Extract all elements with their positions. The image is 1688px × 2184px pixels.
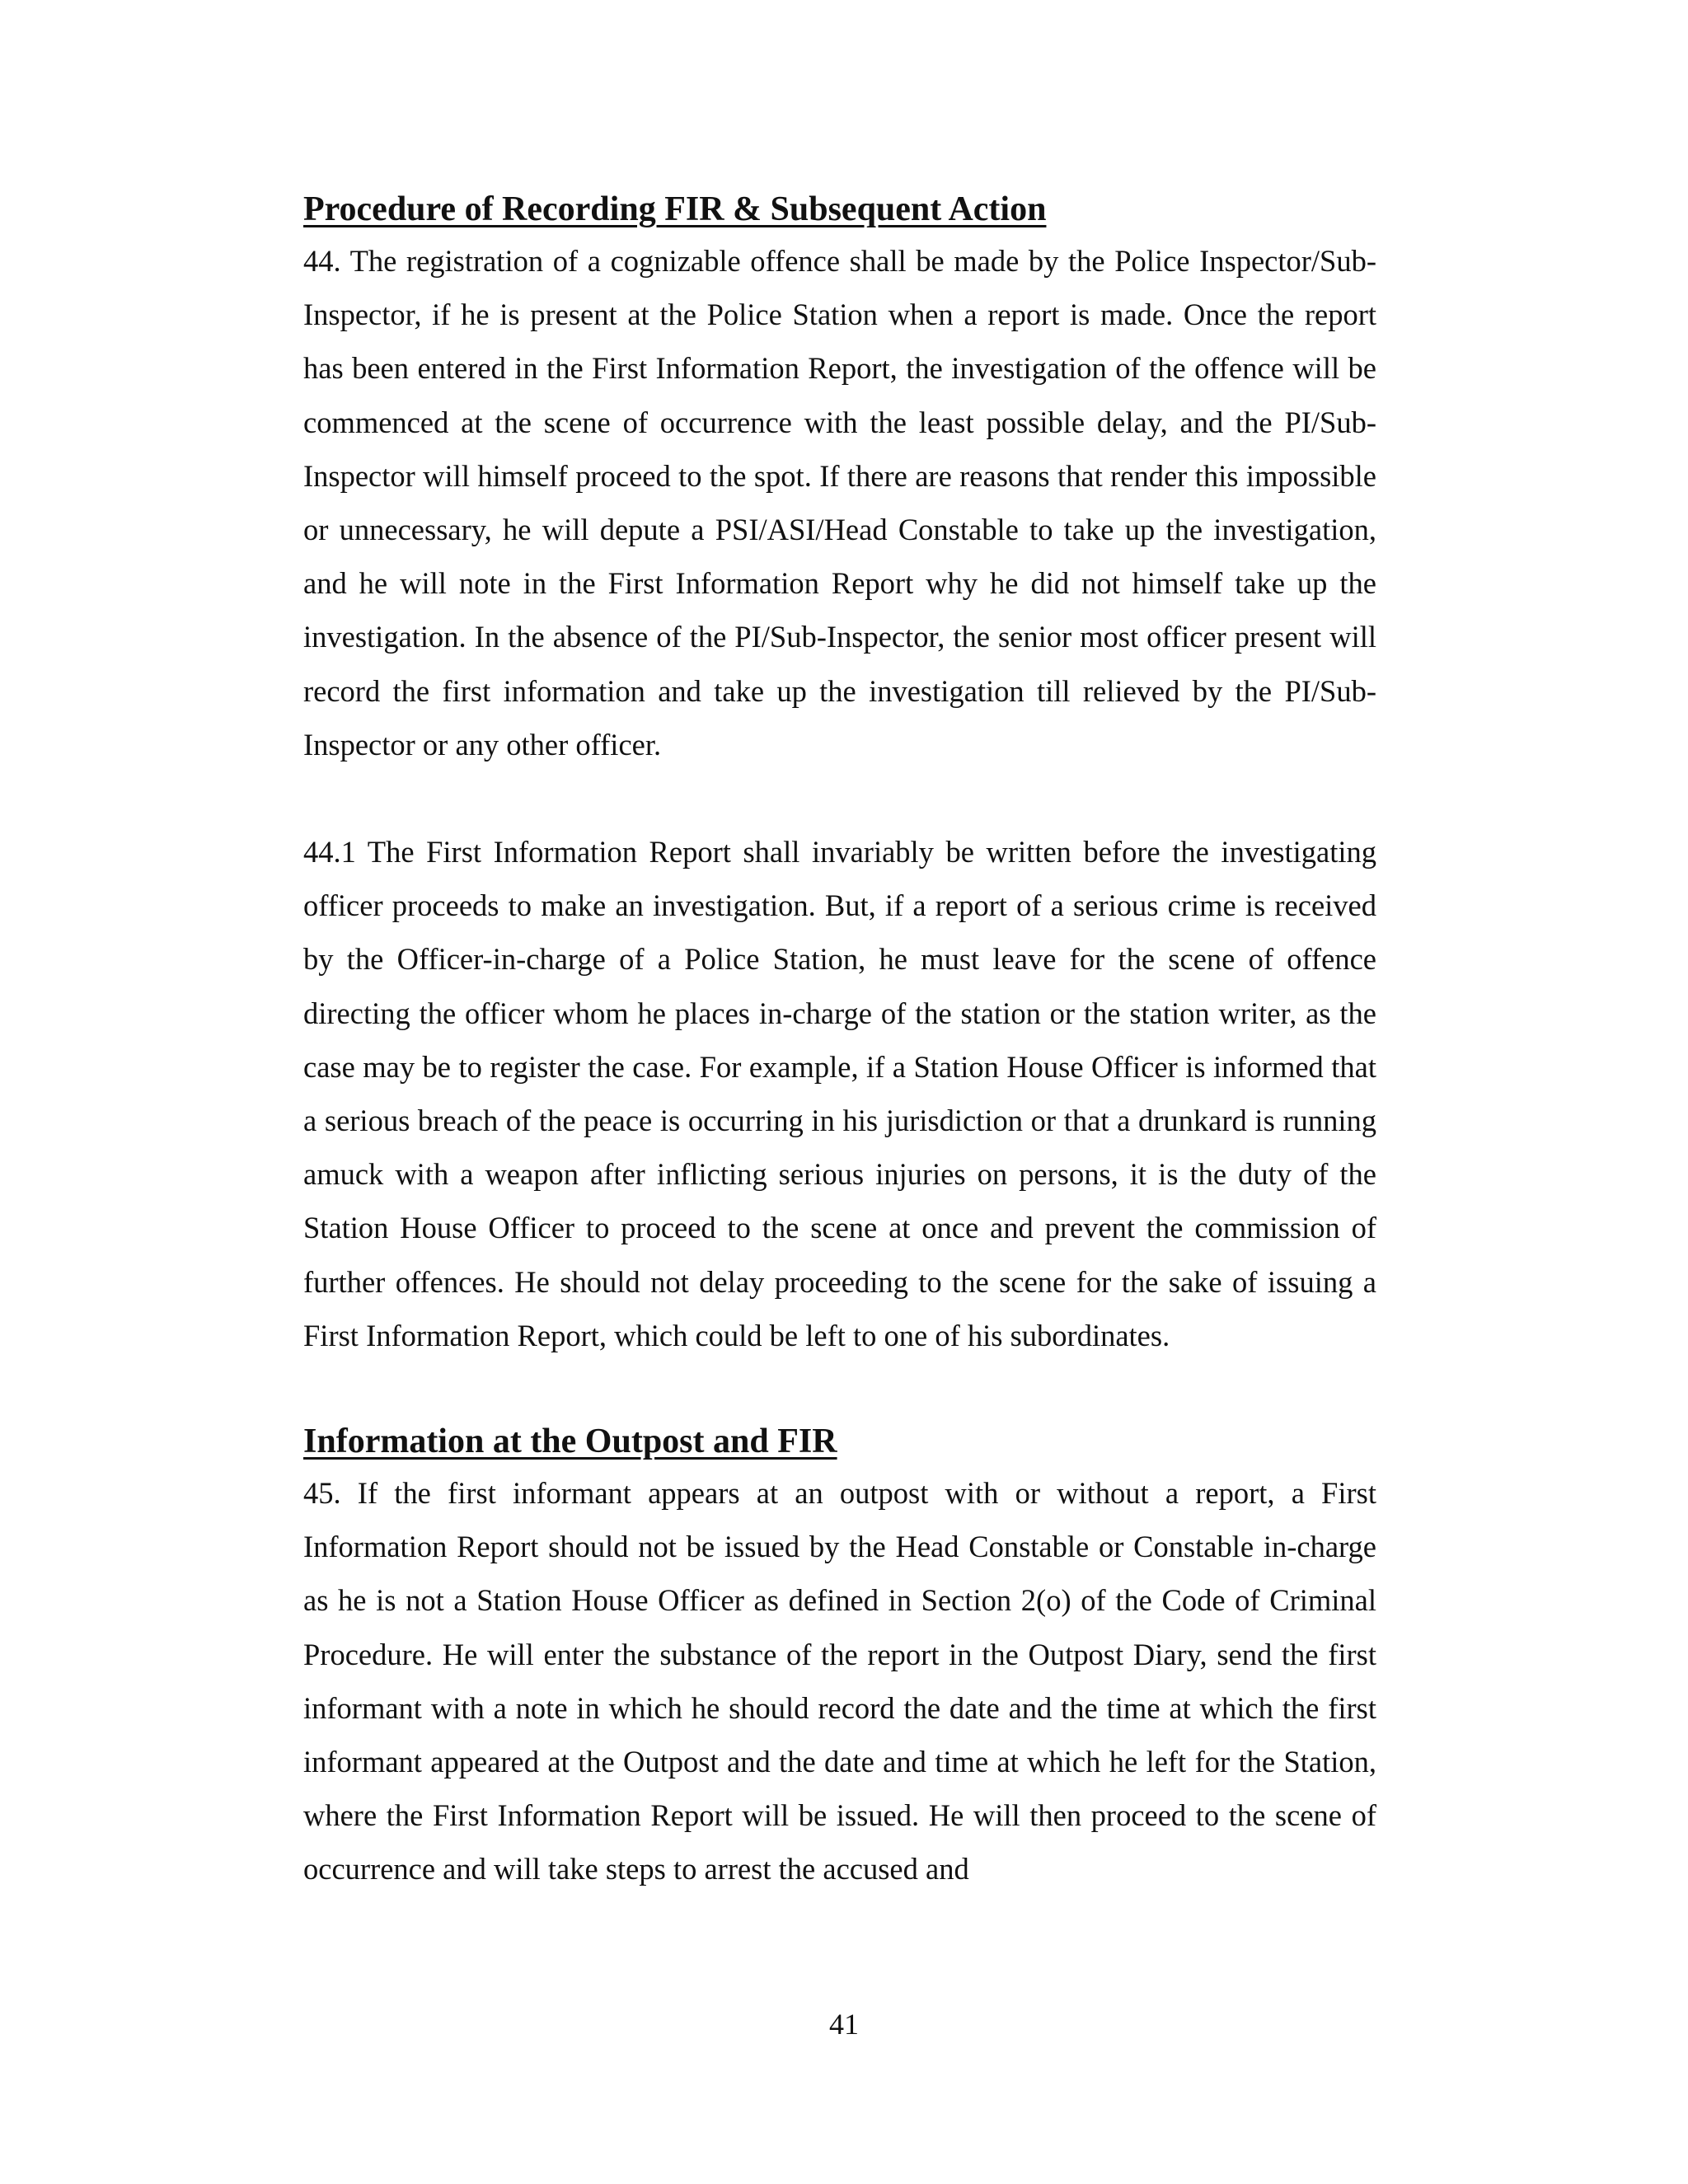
section-heading-outpost-fir: Information at the Outpost and FIR xyxy=(303,1422,837,1461)
page-number: 41 xyxy=(829,2008,859,2041)
paragraph-spacer xyxy=(303,771,1376,825)
section-spacer xyxy=(303,1362,1376,1417)
section-heading-fir-procedure: Procedure of Recording FIR & Subsequent Action xyxy=(303,190,1047,228)
paragraph-44-1: 44.1 The First Information Report shall invariably be written before the investigating officer proceeds to make an investigation. But, if a report of a serious crime is received by the Officer-in-charge of a Police Station, he must leave for the scene of offence directing the officer whom he places in-charge of the station or the station writer, as the case may be to register the case. For example, if a Station House Officer is informed that a serious breach of the peace is occurring in his jurisdiction or that a drunkard is running amuck with a weapon after inflicting serious injuries on persons, it is the duty of the Station House Officer to proceed to the scene at once and prevent the commission of further offences. He should not delay proceeding to the scene for the sake of issuing a First Information Report, which could be left to one of his subordinates. xyxy=(303,835,1376,1352)
page-content xyxy=(303,185,1376,1896)
paragraph-45: 45. If the first informant appears at an outpost with or without a report, a First Information Report should not be issued by the Head Constable or Constable in-charge as he is not a Station House Officer as defined in Section 2(o) of the Code of Criminal Procedure. He will enter the substance of the report in the Outpost Diary, send the first informant with a note in which he should record the date and the time at which the first informant appeared at the Outpost and the date and time at which he left for the Station, where the First Information Report will be issued. He will then proceed to the scene of occurrence and will take steps to arrest the accused and xyxy=(303,1476,1376,1886)
paragraph-44: 44. The registration of a cognizable offence shall be made by the Police Inspector/Sub-Inspector, if he is present at the Police Station when a report is made. Once the report has been entered in the First Information Report, the investigation of the offence will be commenced at the scene of occurrence with the least possible delay, and the PI/Sub-Inspector will himself proceed to the spot. If there are reasons that render this impossible or unnecessary, he will depute a PSI/ASI/Head Constable to take up the investigation, and he will note in the First Information Report why he did not himself take up the investigation. In the absence of the PI/Sub-Inspector, the senior most officer present will record the first information and take up the investigation till relieved by the PI/Sub-Inspector or any other officer. xyxy=(303,244,1376,762)
